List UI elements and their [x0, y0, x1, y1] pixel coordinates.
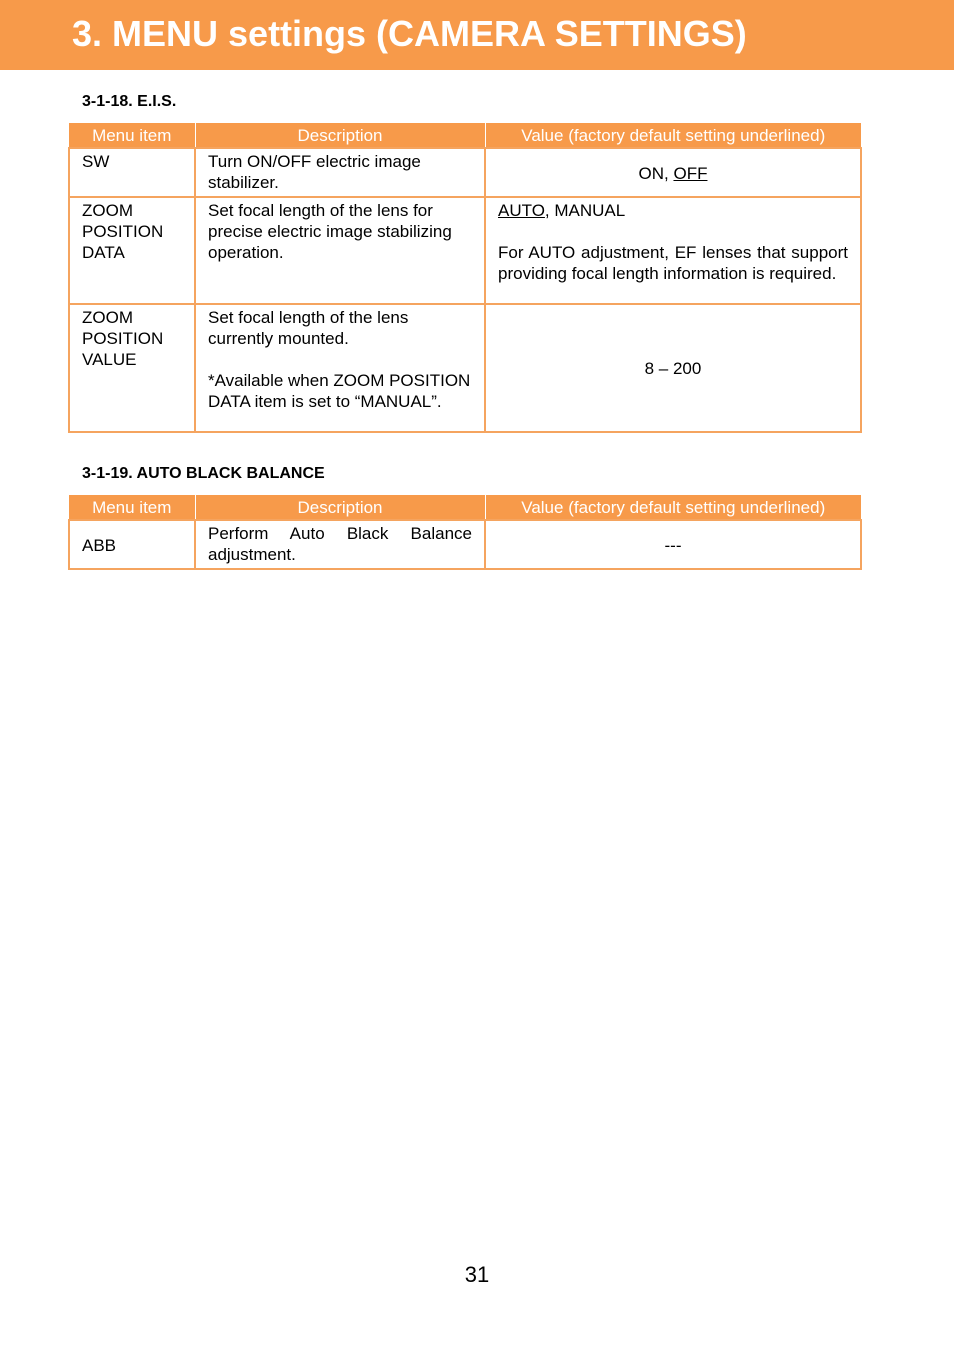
eis-settings-table — [68, 123, 862, 433]
value-text: , MANUAL — [544, 201, 626, 220]
section-heading-auto-black-balance: 3-1-19. AUTO BLACK BALANCE — [82, 465, 325, 482]
column-header-description: Description — [195, 123, 485, 148]
column-header-menu-item: Menu item — [69, 123, 195, 148]
value-text: ON, — [638, 163, 674, 183]
table-header-row — [69, 123, 861, 148]
value-cell — [485, 197, 861, 304]
menu-item-cell: SW — [69, 148, 195, 197]
description-cell: Turn ON/OFF electric image stabilizer. — [195, 148, 485, 197]
description-text: Set focal length of the lens currently mounted. — [208, 308, 409, 348]
header-banner — [0, 0, 954, 70]
value-cell: --- — [485, 520, 861, 569]
table-row — [69, 148, 861, 197]
column-header-description: Description — [195, 495, 485, 520]
description-cell: Perform Auto Black Balance adjustment. — [195, 520, 485, 569]
value-cell — [485, 148, 861, 197]
default-value: OFF — [673, 163, 708, 183]
table-row — [69, 197, 861, 304]
section-heading-eis: 3-1-18. E.I.S. — [82, 93, 177, 110]
auto-black-balance-table — [68, 495, 862, 570]
column-header-value: Value (factory default setting underlined) — [485, 495, 861, 520]
description-cell: Set focal length of the lens for precise electric image stabilizing operation. — [195, 197, 485, 304]
menu-item-cell: ZOOM POSITION VALUE — [69, 304, 195, 432]
table-row — [69, 304, 861, 432]
column-header-value: Value (factory default setting underlined) — [485, 123, 861, 148]
column-header-menu-item: Menu item — [69, 495, 195, 520]
description-cell — [195, 304, 485, 432]
table-row — [69, 520, 861, 569]
menu-item-cell: ABB — [69, 520, 195, 569]
description-note: *Available when ZOOM POSITION DATA item is set to “MANUAL”. — [208, 371, 471, 411]
menu-item-cell: ZOOM POSITION DATA — [69, 197, 195, 304]
page-number: 31 — [464, 1262, 490, 1287]
value-note: For AUTO adjustment, EF lenses that support providing focal length information is required. — [498, 243, 848, 283]
table-header-row — [69, 495, 861, 520]
page-title: 3. MENU settings (CAMERA SETTINGS) — [72, 13, 747, 54]
default-value: AUTO — [498, 201, 545, 220]
value-cell: 8 – 200 — [485, 304, 861, 432]
